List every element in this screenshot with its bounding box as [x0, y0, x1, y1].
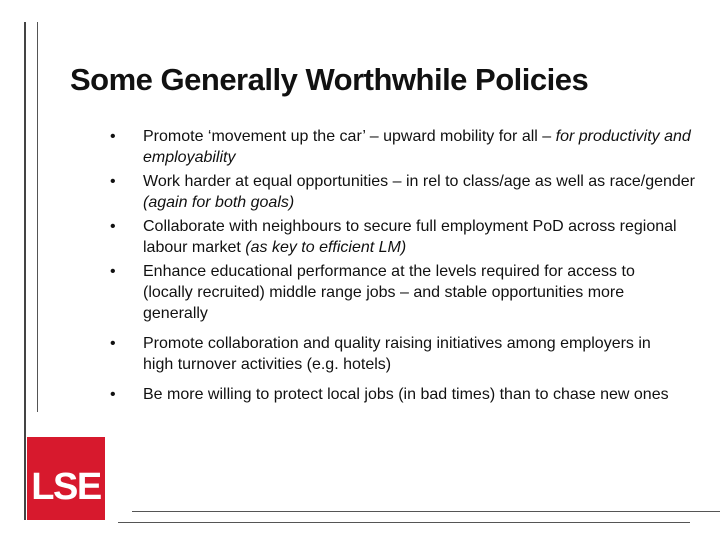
lse-logo-mark — [27, 437, 105, 520]
list-item — [110, 384, 710, 405]
bullet-marker: • — [110, 173, 116, 190]
list-item-text: Promote collaboration and quality raising initiatives among employers in high turnover activities (e.g. hotels) — [143, 335, 651, 373]
bottom-rule-lower — [118, 522, 690, 523]
list-item-text: Collaborate with neighbours to secure full employment PoD across regional labour market (as key to efficient LM) — [143, 218, 677, 256]
list-item-text: Promote ‘movement up the car’ – upward mobility for all – for productivity and employability — [143, 128, 691, 166]
list-item — [110, 216, 710, 258]
bullet-marker: • — [110, 335, 116, 352]
list-item — [110, 126, 710, 168]
slide-title: Some Generally Worthwhile Policies — [70, 62, 589, 97]
list-item — [110, 261, 710, 324]
lse-logo-text: LSE — [31, 466, 101, 508]
lse-logo — [27, 437, 105, 520]
bullet-marker: • — [110, 386, 116, 403]
bullet-marker: • — [110, 128, 116, 145]
list-item — [110, 171, 710, 213]
list-item-text: Enhance educational performance at the levels required for access to (locally recruited) middle range jobs – and stable opportunities more generally — [143, 263, 635, 322]
list-item — [110, 333, 710, 375]
bottom-rule-upper — [132, 511, 720, 512]
bullet-marker: • — [110, 218, 116, 235]
left-rule-outer — [24, 22, 26, 520]
left-rule-inner — [37, 22, 38, 412]
policy-list — [110, 126, 710, 405]
list-item-text: Be more willing to protect local jobs (in bad times) than to chase new ones — [143, 386, 669, 403]
bullet-marker: • — [110, 263, 116, 280]
list-item-text: Work harder at equal opportunities – in rel to class/age as well as race/gender (again for both goals) — [143, 173, 696, 211]
